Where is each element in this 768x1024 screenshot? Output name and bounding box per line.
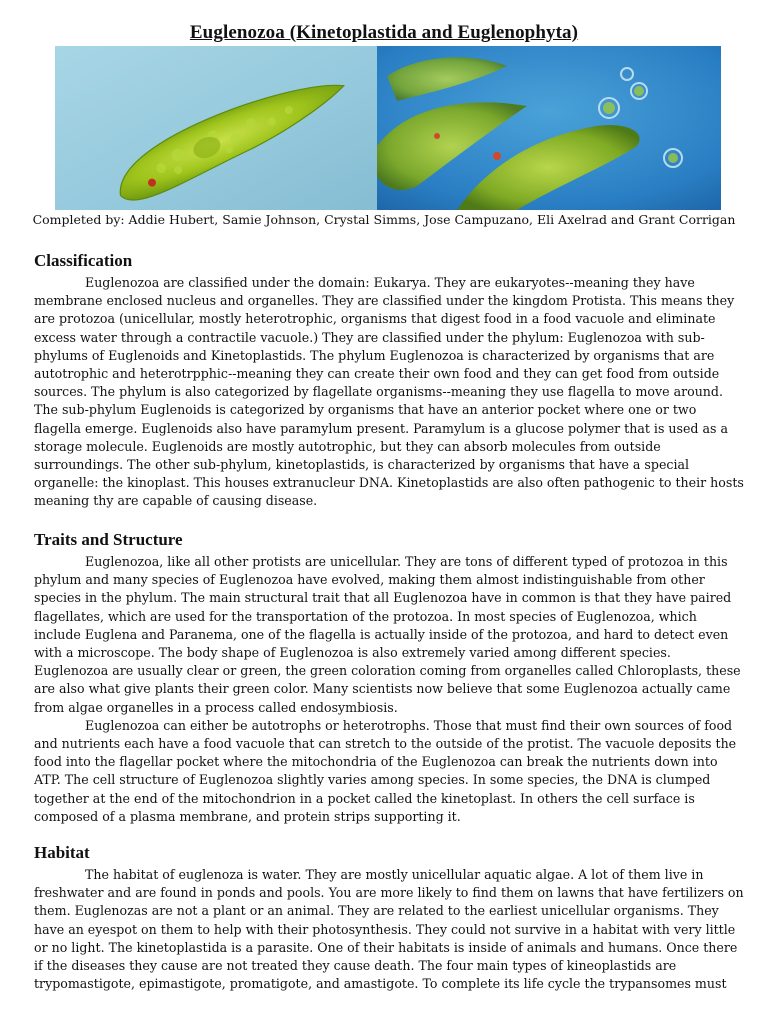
paragraph: Euglenozoa are classified under the domain: Eukarya. They are eukaryotes--meaning they have membrane enclosed nucleus and organelles. They are classified under the kingdom Protista. This means they are protozoa (unicellular, mostly heterotrophic, organisms that digest food in a food vacuole and eliminate excess water through a contractile vacuole.) They are classified under the phylum: Euglenozoa with sub-phylums of Euglenoids and Kinetoplastids. The phylum Euglenozoa is characterized by organisms that are autotrophic and heterotrpphic--meaning they can create their own food and they can get food from outside sources. The phylum is also categorized by flagellate organisms--meaning they use flagella to move around. The sub-phylum Euglenoids is categorized by organisms that have an anterior pocket where one or two flagella emerge. Euglenoids also have paramylum present. Paramylum is a glucose polymer that is used as a storage molecule. Euglenoids are mostly autotrophic, but they can absorb molecules from outside surroundings. The other sub-phylum, kinetoplastids, is characterized by organisms that have a special organelle: the kinoplast. This houses extranucleur DNA. Kinetoplastids are also often pathogenic to their hosts meaning thy are capable of causing disease. bbox=[34, 275, 744, 509]
document-title: Euglenozoa (Kinetoplastida and Euglenophyta) bbox=[189, 22, 579, 43]
section-classification bbox=[34, 250, 744, 511]
credits-line: Completed by: Addie Hubert, Samie Johnson, Crystal Simms, Jose Campuzano, Eli Axelrad and Grant Corrigan bbox=[32, 212, 736, 227]
section-traits-and-structure bbox=[34, 529, 744, 826]
euglena-micrograph-right bbox=[377, 46, 721, 210]
paragraph: Euglenozoa, like all other protists are unicellular. They are tons of different typed of protozoa in this phylum and many species of Euglenozoa have evolved, making them almost indistinguishable from other species in the phylum. The main structural trait that all Euglenozoa have in common is that they have paired flagellates, which are used for the transportation of the protozoa. In most species of Euglenozoa, which include Euglena and Paranema, one of the flagella is actually inside of the protozoa, and hard to detect even with a microscope. The body shape of Euglenozoa is also extremely varied among different species. Euglenozoa are usually clear or green, the green coloration coming from organelles called Chloroplasts, these are also what give plants their green color. Many scientists now believe that some Euglenozoa actually came from algae organelles in a process called endosymbiosis. bbox=[34, 554, 741, 715]
section-heading: Classification bbox=[34, 251, 133, 270]
section-heading: Habitat bbox=[34, 843, 90, 862]
section-heading: Traits and Structure bbox=[34, 530, 183, 549]
paragraph: Euglenozoa can either be autotrophs or heterotrophs. Those that must find their own sources of food and nutrients each have a food vacuole that can stretch to the outside of the protist. The vacuole deposits the food into the flagellar pocket where the mitochondria of the Euglenozoa can break the nutrients down into ATP. The cell structure of Euglenozoa slightly varies among species. In some species, the DNA is clumped together at the end of the mitochondrion in a pocket called the kinetoplast. In others the cell surface is composed of a plasma membrane, and protein strips supporting it. bbox=[34, 717, 737, 824]
section-habitat bbox=[34, 842, 744, 993]
paragraph: The habitat of euglenoza is water. They are mostly unicellular aquatic algae. A lot of them live in freshwater and are found in ponds and pools. You are more likely to find them on lawns that have fertilizers on them. Euglenozas are not a plant or an animal. They are related to the earliest unicellular organisms. They have an eyespot on them to help with their photosynthesis. They could not survive in a habitat with very little or no light. The kinetoplastida is a parasite. One of their habitats is inside of animals and humans. Once there if the diseases they cause are not treated they cause death. The four main types of kineoplastids are trypomastigote, epimastigote, promatigote, and amastigote. To complete its life cycle the trypansomes must bbox=[34, 867, 744, 992]
euglena-micrograph-left bbox=[55, 46, 377, 210]
